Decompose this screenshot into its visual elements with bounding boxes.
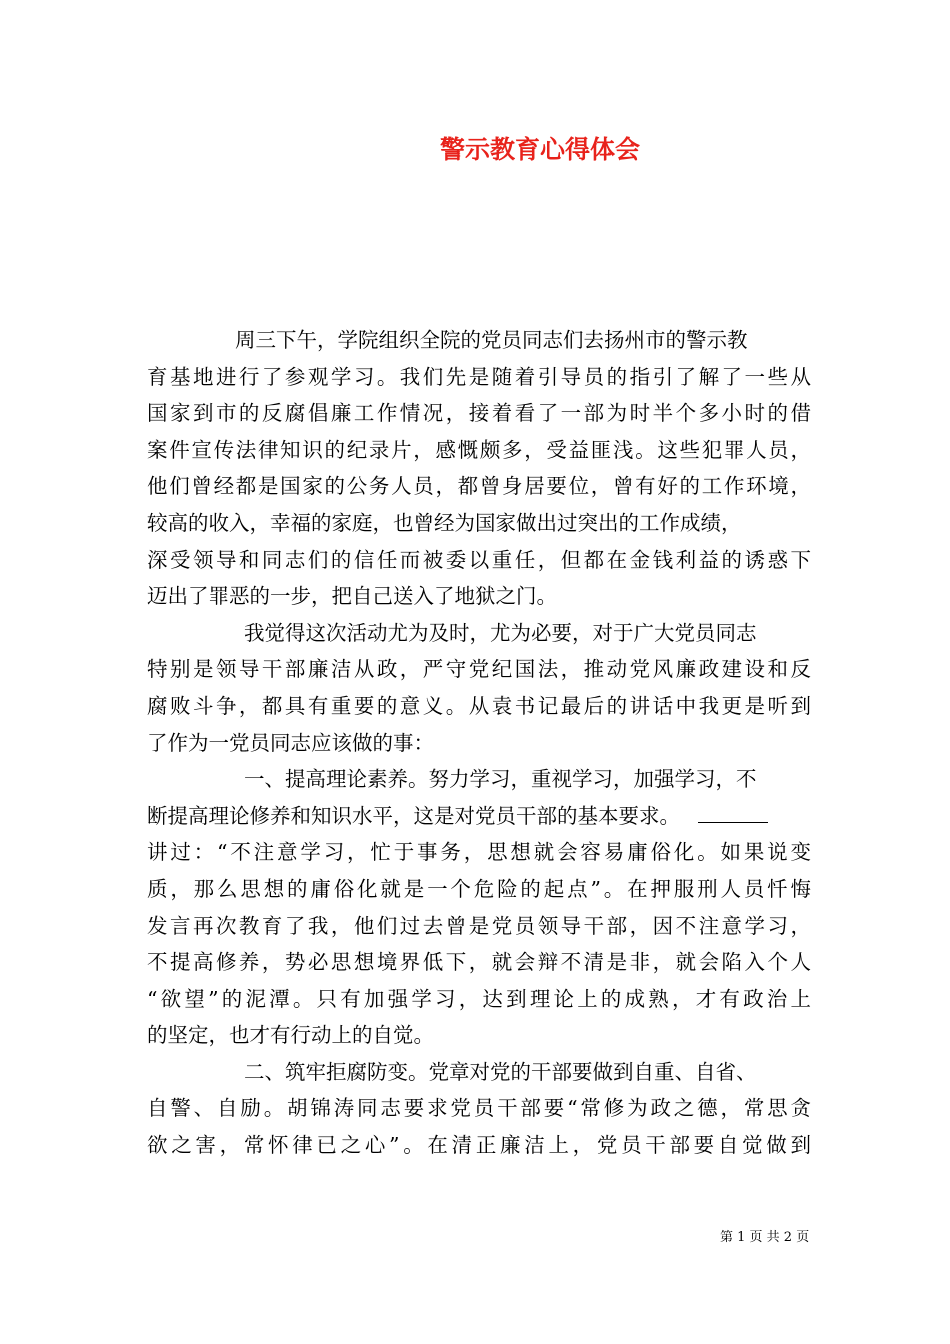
text-line: 他们曾经都是国家的公务人员，都曾身居要位，曾有好的工作环境，: [147, 474, 811, 499]
text-line: 不提高修养，势必思想境界低下，就会辩不清是非，就会陷入个人: [147, 950, 811, 975]
text-line: 迈出了罪恶的一步，把自己送入了地狱之门。: [147, 584, 557, 609]
text-line-segment: 断提高理论修养和知识水平，这是对党员干部的基本要求。: [147, 803, 680, 828]
text-line: 质，那么思想的庸俗化就是一个危险的起点”。在押服刑人员忏悔: [147, 876, 811, 901]
text-line: 了作为一党员同志应该做的事：: [147, 730, 434, 755]
document-body: [147, 322, 811, 1164]
page-footer: 第 1 页 共 2 页: [720, 1230, 810, 1245]
text-line: 国家到市的反腐倡廉工作情况，接着看了一部为时半个多小时的借: [147, 401, 811, 426]
blank-underline: [698, 802, 768, 823]
text-line: 欲之害，常怀律已之心”。在清正廉洁上，党员干部要自觉做到: [147, 1133, 811, 1158]
text-line-with-blank: [147, 798, 811, 835]
text-line: 育基地进行了参观学习。我们先是随着引导员的指引了解了一些从: [147, 364, 811, 389]
text-line: 周三下午，学院组织全院的党员同志们去扬州市的警示教: [235, 328, 748, 352]
text-line: 发言再次教育了我，他们过去曾是党员领导干部，因不注意学习，: [147, 913, 811, 938]
text-line: “欲望”的泥潭。只有加强学习，达到理论上的成熟，才有政治上: [147, 986, 811, 1011]
text-line: 案件宣传法律知识的纪录片，感慨颇多，受益匪浅。这些犯罪人员，: [147, 437, 811, 462]
text-line: 讲过：“不注意学习，忙于事务，思想就会容易庸俗化。如果说变: [147, 840, 811, 865]
text-line: 较高的收入，幸福的家庭，也曾经为国家做出过突出的工作成绩，: [147, 510, 742, 535]
text-line: 一、提高理论素养。努力学习，重视学习，加强学习，不: [244, 767, 757, 792]
text-line: 我觉得这次活动尤为及时，尤为必要，对于广大党员同志: [244, 620, 757, 645]
text-line: 二、筑牢拒腐防变。党章对党的干部要做到自重、自省、: [244, 1059, 757, 1084]
text-line: 的坚定，也才有行动上的自觉。: [147, 1023, 434, 1048]
text-line: 特别是领导干部廉洁从政，严守党纪国法，推动党风廉政建设和反: [147, 657, 811, 682]
text-line: 自警、自励。胡锦涛同志要求党员干部要“常修为政之德，常思贪: [147, 1096, 811, 1121]
text-line: 腐败斗争，都具有重要的意义。从袁书记最后的讲话中我更是听到: [147, 693, 811, 718]
document-title: 警示教育心得体会: [439, 135, 640, 164]
text-line: 深受领导和同志们的信任而被委以重任，但都在金钱利益的诱惑下: [147, 547, 811, 572]
